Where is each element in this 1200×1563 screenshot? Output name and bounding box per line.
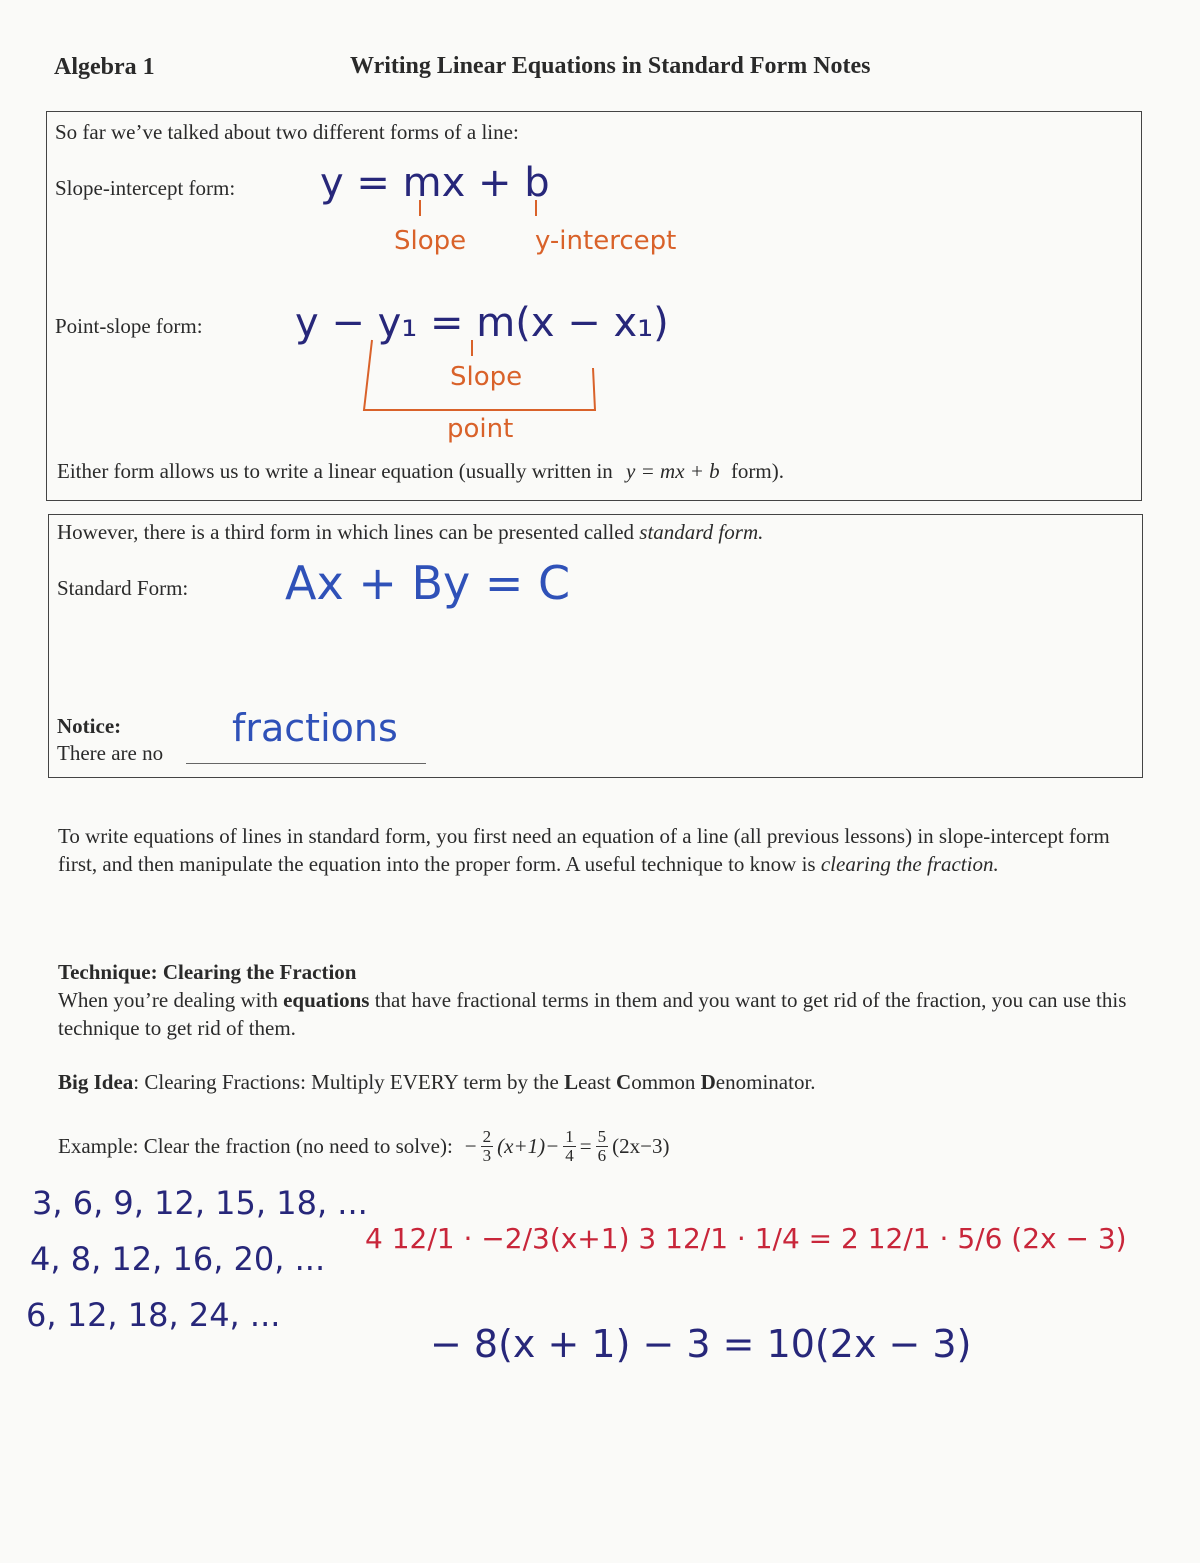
fraction-2-3: $\frac{2}{3}$ [482, 1127, 492, 1165]
fraction-5-6: $\frac{5}{6}$ [597, 1127, 607, 1165]
example-label: Example: Clear the fraction (no need to solve): [58, 1134, 453, 1158]
notice-label: Notice: [57, 714, 122, 738]
standard-form-paragraph: To write equations of lines in standard form, you first need an equation of a line (all previous lessons) in slope-intercept form first, and then manipulate the equation into the proper form. A useful technique to know is clearing the fraction. [58, 824, 1110, 876]
multiples-of-4: 4, 8, 12, 16, 20, ... [30, 1240, 326, 1278]
standard-form-label: Standard Form: [57, 576, 189, 600]
either-form-sentence: Either form allows us to write a linear equation (usually written in y = mx + b form). [57, 459, 785, 483]
multiples-of-6: 6, 12, 18, 24, ... [26, 1296, 281, 1334]
forms-intro: So far we’ve talked about two different forms of a line: [55, 120, 519, 144]
page-title: Writing Linear Equations in Standard Form Notes [350, 53, 871, 79]
notice-blank-line [186, 763, 426, 764]
big-idea: Big Idea: Clearing Fractions: Multiply EVERY term by the Least Common Denominator. [58, 1070, 816, 1094]
y-intercept-annotation: y-intercept [535, 226, 677, 256]
notice-answer: fractions [232, 706, 398, 750]
fraction-1-4: $\frac{1}{4}$ [565, 1127, 574, 1165]
point-slope-label: Point-slope form: [55, 314, 203, 338]
technique-description: When you’re dealing with equations that have fractional terms in them and you want to get rid of the fraction, you can use this technique to get rid of them. [58, 988, 1127, 1040]
example-line: Example: Clear the fraction (no need to solve): − $\frac{2}{3}$ (x+1)− $\frac{1}{4}$ = $\frac{5}{6}$ (2x−3) [58, 1127, 670, 1165]
slope-intercept-label: Slope-intercept form: [55, 176, 236, 200]
point-slope-slope-annotation: Slope [450, 362, 523, 392]
slope-annotation: Slope [394, 226, 467, 256]
point-annotation: point [447, 414, 514, 444]
notice-text: There are no [57, 741, 164, 765]
standard-form-equation: Ax + By = C [285, 556, 571, 610]
standard-form-box [48, 514, 1143, 778]
course-name: Algebra 1 [54, 54, 155, 80]
standard-form-intro: However, there is a third form in which lines can be presented called standard form. [57, 520, 764, 544]
multiply-step: 4 12/1 · −2/3(x+1) 3 12/1 · 1/4 = 2 12/1 · 5/6 (2x − 3) [365, 1222, 1127, 1255]
point-slope-equation: y − y₁ = m(x − x₁) [295, 300, 669, 346]
cleared-equation: − 8(x + 1) − 3 = 10(2x − 3) [430, 1322, 972, 1366]
annotation-ticks [0, 0, 1200, 450]
either-form-equation: y = mx + b [626, 459, 720, 483]
technique-heading: Technique: Clearing the Fraction [58, 960, 357, 984]
multiples-of-3: 3, 6, 9, 12, 15, 18, ... [32, 1184, 368, 1222]
slope-intercept-equation: y = mx + b [320, 160, 550, 206]
